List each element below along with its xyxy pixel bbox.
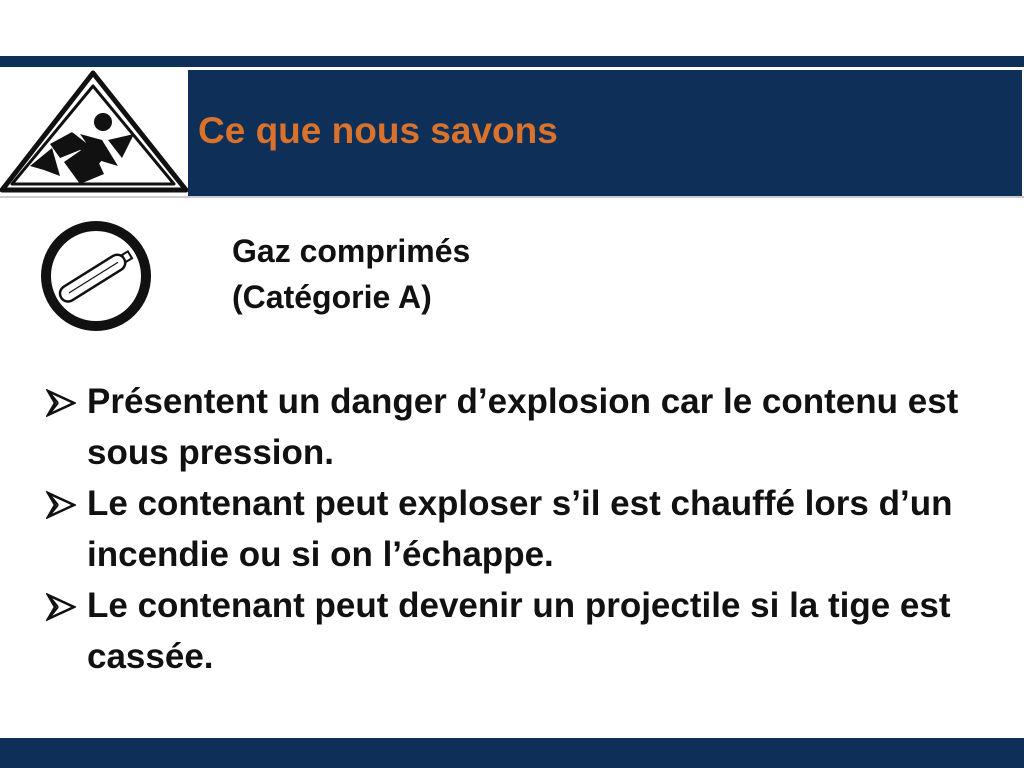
arrowhead-bullet-icon — [46, 389, 76, 417]
list-item-text: Le contenant peut exploser s’il est chauffé lors d’un incendie ou si on l’échappe. — [87, 484, 953, 574]
hazard-class-category: (Catégorie A) — [232, 279, 432, 315]
list-item-text: Présentent un danger d’explosion car le contenu est sous pression. — [87, 382, 959, 472]
list-item-text: Le contenant peut devenir un projectile si la tige est cassée. — [87, 586, 951, 676]
list-item — [44, 580, 1004, 682]
arrowhead-bullet-icon — [46, 491, 76, 519]
list-item — [44, 478, 1004, 580]
whmis-exploding-container-logo-icon — [0, 66, 190, 198]
fact-list — [44, 376, 1004, 682]
compressed-gas-cylinder-icon — [40, 220, 152, 332]
page-title: Ce que nous savons — [198, 110, 558, 151]
hazard-class-heading — [232, 228, 470, 320]
title-bar-underline — [0, 196, 1024, 198]
list-item — [44, 376, 1004, 478]
footer-band — [0, 738, 1024, 768]
hazard-class-name: Gaz comprimés — [232, 233, 471, 269]
arrowhead-bullet-icon — [46, 593, 76, 621]
